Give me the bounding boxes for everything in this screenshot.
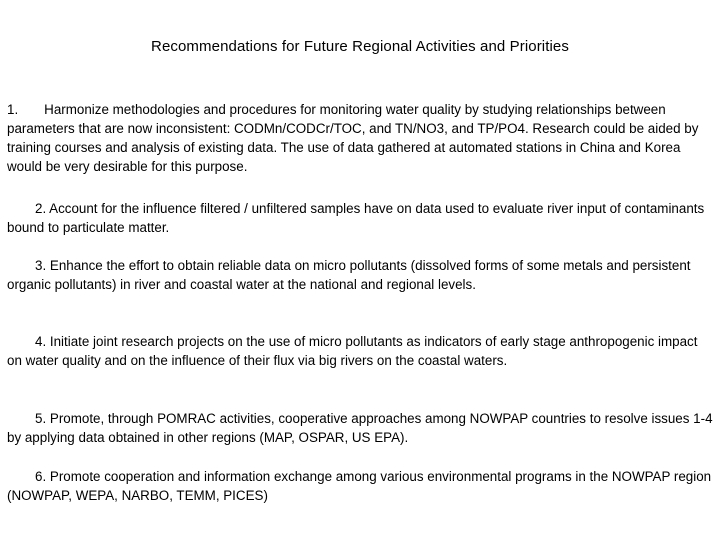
item-text: 4. Initiate joint research projects on the use of micro pollutants as indicators of early stage anthropogenic impact on water quality and on the influence of their flux via big rivers on the coastal waters. xyxy=(7,334,698,368)
recommendation-4 xyxy=(7,332,715,370)
recommendation-3 xyxy=(7,256,715,294)
recommendation-1 xyxy=(7,100,715,176)
page-title: Recommendations for Future Regional Activities and Priorities xyxy=(151,38,569,55)
recommendation-6 xyxy=(7,467,715,505)
item-text: 5. Promote, through POMRAC activities, cooperative approaches among NOWPAP countries to resolve issues 1-4 by applying data obtained in other regions (MAP, OSPAR, US EPA). xyxy=(7,411,713,445)
recommendation-2 xyxy=(7,199,715,237)
item-text: 2. Account for the influence filtered / unfiltered samples have on data used to evaluate river input of contaminants bound to particulate matter. xyxy=(7,201,705,235)
item-text: 6. Promote cooperation and information exchange among various environmental programs in the NOWPAP region (NOWPAP, WEPA, NARBO, TEMM, PICES) xyxy=(7,469,712,503)
item-number: 1. xyxy=(7,102,19,117)
item-text: Harmonize methodologies and procedures for monitoring water quality by studying relationships between parameters that are now inconsistent: CODMn/CODCr/TOC, and TN/NO3, and TP/PO4. Research could be aided by training courses and analysis of existing data. The use of data gathered at automated stations in China and Korea would be very desirable for this purpose. xyxy=(7,102,699,174)
item-text: 3. Enhance the effort to obtain reliable data on micro pollutants (dissolved forms of some metals and persistent organic pollutants) in river and coastal water at the national and regional levels. xyxy=(7,258,691,292)
recommendation-5 xyxy=(7,409,715,447)
